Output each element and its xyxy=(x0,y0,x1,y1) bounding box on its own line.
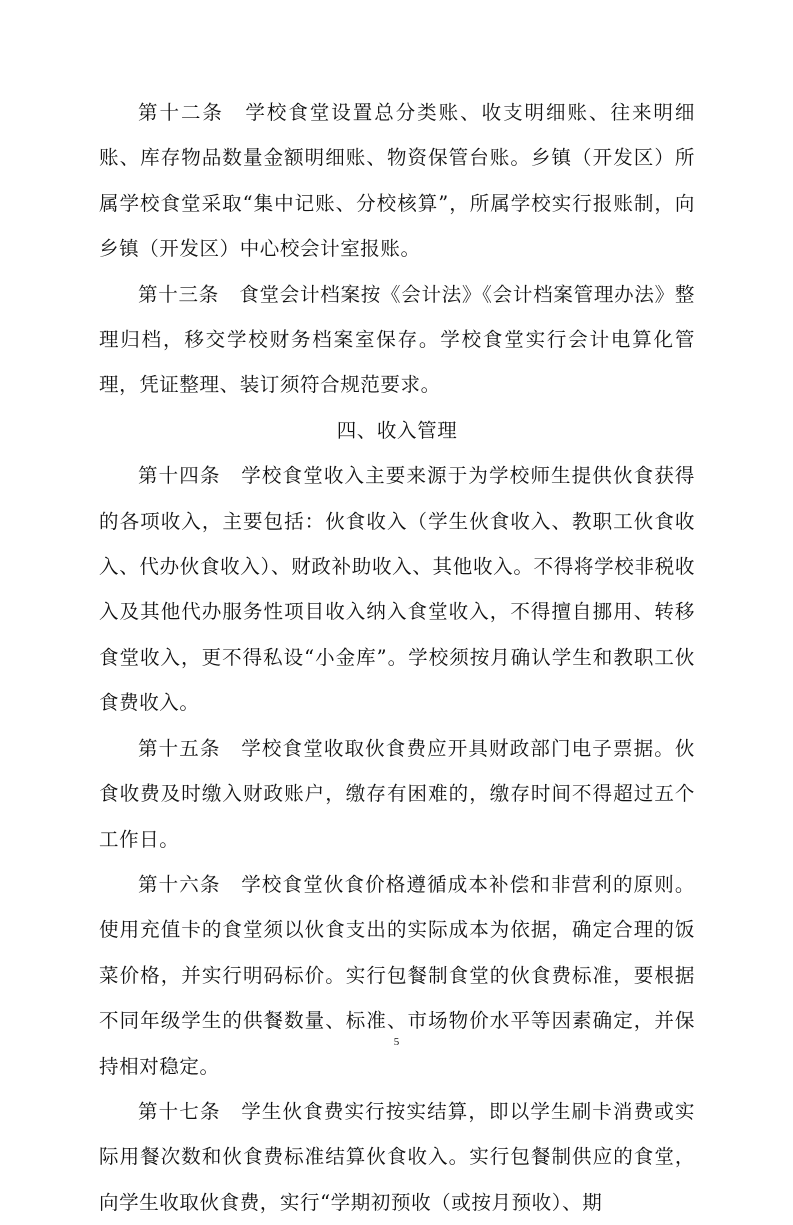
page-number: 5 xyxy=(393,1036,400,1048)
article-17-paragraph: 第十七条 学生伙食费实行按实结算，即以学生刷卡消费或实际用餐次数和伙食费标准结算伙食收入。实行包餐制供应的食堂，向学生收取伙食费，实行“学期初预收（或按月预收）、期 xyxy=(99,1099,695,1214)
page-body xyxy=(99,90,695,1225)
article-13-paragraph: 第十三条 食堂会计档案按《会计法》《会计档案管理办法》整理归档，移交学校财务档案室保存。学校食堂实行会计电算化管理，凭证整理、装订须符合规范要求。 xyxy=(99,282,695,397)
article-12-paragraph: 第十二条 学校食堂设置总分类账、收支明细账、往来明细账、库存物品数量金额明细账、物资保管台账。乡镇（开发区）所属学校食堂采取“集中记账、分校核算”，所属学校实行报账制，向乡镇（开发区）中心校会计室报账。 xyxy=(99,101,695,261)
article-16-paragraph: 第十六条 学校食堂伙食价格遵循成本补偿和非营利的原则。使用充值卡的食堂须以伙食支出的实际成本为依据，确定合理的饭菜价格，并实行明码标价。实行包餐制食堂的伙食费标准，要根据不同年级学生的供餐数量、标准、市场物价水平等因素确定，并保持相对稳定。 xyxy=(99,872,695,1078)
section-heading: 四、收入管理 xyxy=(336,418,458,442)
article-14-paragraph: 第十四条 学校食堂收入主要来源于为学校师生提供伙食获得的各项收入，主要包括：伙食收入（学生伙食收入、教职工伙食收入、代办伙食收入）、财政补助收入、其他收入。不得将学校非税收入及其他代办服务性项目收入纳入食堂收入，不得擅自挪用、转移食堂收入，更不得私设“小金库”。学校须按月确认学生和教职工伙食费收入。 xyxy=(99,464,695,715)
article-15-paragraph: 第十五条 学校食堂收取伙食费应开具财政部门电子票据。伙食收费及时缴入财政账户，缴存有困难的，缴存时间不得超过五个工作日。 xyxy=(99,736,695,851)
